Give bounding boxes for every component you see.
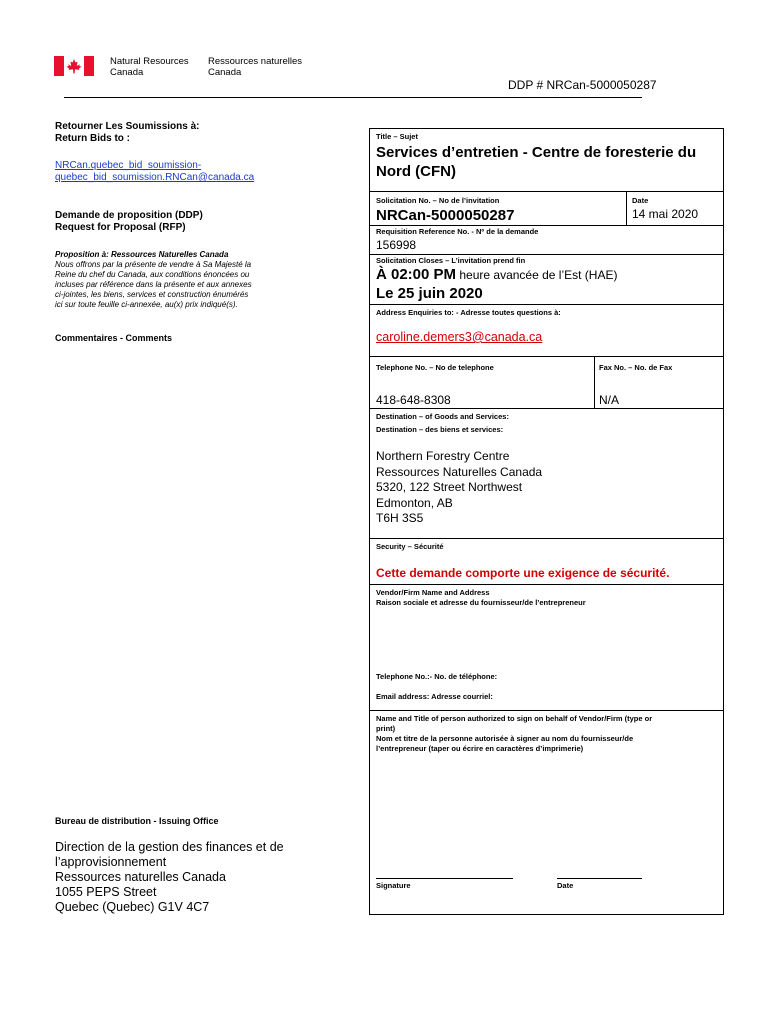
return-fr: Retourner Les Soumissions à: [55,121,200,132]
vendor-name-address-field[interactable] [376,612,716,664]
office-line: Direction de la gestion des finances et de [55,840,284,854]
return-email-link[interactable] [55,160,254,184]
rfp-fr: Demande de proposition (DDP) [55,210,203,221]
auth-line: Nom et titre de la personne autorisée à signer au nom du fournisseur/de [376,734,634,743]
sig-date-label: Date [557,881,574,890]
date-value: 14 mai 2020 [632,207,699,221]
ddp-number: DDP # NRCan-5000050287 [508,78,657,92]
closes-time: À 02:00 PM [376,266,457,283]
divider [369,538,724,539]
security-value: Cette demande comporte une exigence de sécurité. [376,566,670,580]
return-bids-label [55,121,199,145]
divider [369,584,724,585]
signature-line[interactable] [376,878,513,879]
requisition-label: Requisition Reference No. - Nº de la demande [376,227,539,236]
vendor-label1: Vendor/Firm Name and Address [376,588,490,597]
prop-title: Proposition à: Ressources Naturelles Canada [55,250,229,259]
dest-line: Northern Forestry Centre [376,449,510,463]
destination-address [376,449,542,527]
dest-line: 5320, 122 Street Northwest [376,480,523,494]
header-divider [64,97,642,98]
rfp-en: Request for Proposal (RFP) [55,222,186,233]
security-label: Security – Sécurité [376,542,444,551]
dept-name-fr [208,56,302,78]
dept-en-line2: Canada [110,67,144,78]
canada-flag-logo [54,56,94,76]
office-line: Quebec (Quebec) G1V 4C7 [55,900,210,914]
phone-label: Telephone No. – No de telephone [376,363,494,372]
divider [594,356,595,409]
auth-line: print) [376,724,396,733]
email-line1: NRCan.quebec_bid_soumission- [55,160,202,171]
destination-label [376,412,509,435]
vendor-email-label: Email address: Adresse courriel: [376,692,493,701]
comments-label: Commentaires - Comments [55,333,173,343]
fax-value: N/A [599,393,620,407]
vendor-label2: Raison sociale et adresse du fournisseur/de l’entrepreneur [376,598,586,607]
title-line2: Nord (CFN) [376,163,456,180]
date-line[interactable] [557,878,642,879]
divider [369,225,724,226]
phone-value: 418-648-8308 [376,393,451,407]
dept-fr-line1: Ressources naturelles [208,56,302,67]
closes-label: Solicitation Closes – L’invitation prend fin [376,256,526,265]
prop-line: incluses par référence dans la présente et aux annexes [55,280,252,289]
office-line: l’approvisionnement [55,855,167,869]
divider [369,408,724,409]
contact-email-link[interactable]: caroline.demers3@canada.ca [376,330,543,344]
dest-line: Edmonton, AB [376,495,453,510]
rfp-heading [55,210,203,234]
divider [369,710,724,711]
closes-time-row [376,266,617,283]
signature-label: Signature [376,881,411,890]
prop-line: Reine du chef du Canada, aux conditions énoncées ou [55,270,250,279]
fax-label: Fax No. – No. de Fax [599,363,673,372]
dept-en-line1: Natural Resources [110,56,189,67]
divider [369,191,724,192]
vendor-label [376,588,586,608]
address-enquiries-label: Address Enquiries to: - Adresse toutes questions à: [376,308,561,317]
dept-name-en [110,56,189,78]
title-label: Title – Sujet [376,132,418,141]
office-line: 1055 PEPS Street [55,885,157,899]
divider [369,304,724,305]
prop-line: ici sur toute feuille ci-annexée, au(x) prix indiqué(s). [55,300,238,309]
vendor-phone-label: Telephone No.:- No. de téléphone: [376,672,498,681]
return-en: Return Bids to : [55,133,130,144]
dept-fr-line2: Canada [208,67,242,78]
dest-line: Ressources Naturelles Canada [376,464,543,479]
email-line2: quebec_bid_soumission.RNCan@canada.ca [55,172,255,183]
divider [626,191,627,226]
solicitation-value: NRCan-5000050287 [376,207,515,224]
title-line1: Services d’entretien - Centre de foresterie du [376,144,697,161]
requisition-value: 156998 [376,238,417,252]
office-line: Ressources naturelles Canada [55,870,226,884]
date-label: Date [632,196,649,205]
divider [369,254,724,255]
issuing-office-label: Bureau de distribution - Issuing Office [55,816,219,826]
proposition-block [55,250,295,310]
title-value [376,143,696,181]
issuing-office-address [55,840,284,915]
closes-zone: heure avancée de l’Est (HAE) [456,268,618,282]
divider [369,356,724,357]
closes-date: Le 25 juin 2020 [376,285,483,302]
prop-line: ci-jointes, les biens, services et construction énumérés [55,290,249,299]
dest-label1: Destination – of Goods and Services: [376,412,509,421]
auth-line: Name and Title of person authorized to sign on behalf of Vendor/Firm (type or [376,714,653,723]
authorized-signer-field[interactable] [376,760,716,870]
auth-line: l’entrepreneur (taper ou écrire en caractères d’imprimerie) [376,744,584,753]
dest-label2: Destination – des biens et services: [376,425,504,434]
prop-line: Nous offrons par la présente de vendre à Sa Majesté la [55,260,252,269]
solicitation-label: Solicitation No. – No de l’invitation [376,196,500,205]
dest-line: T6H 3S5 [376,511,424,525]
authorized-signer-label [376,714,716,754]
